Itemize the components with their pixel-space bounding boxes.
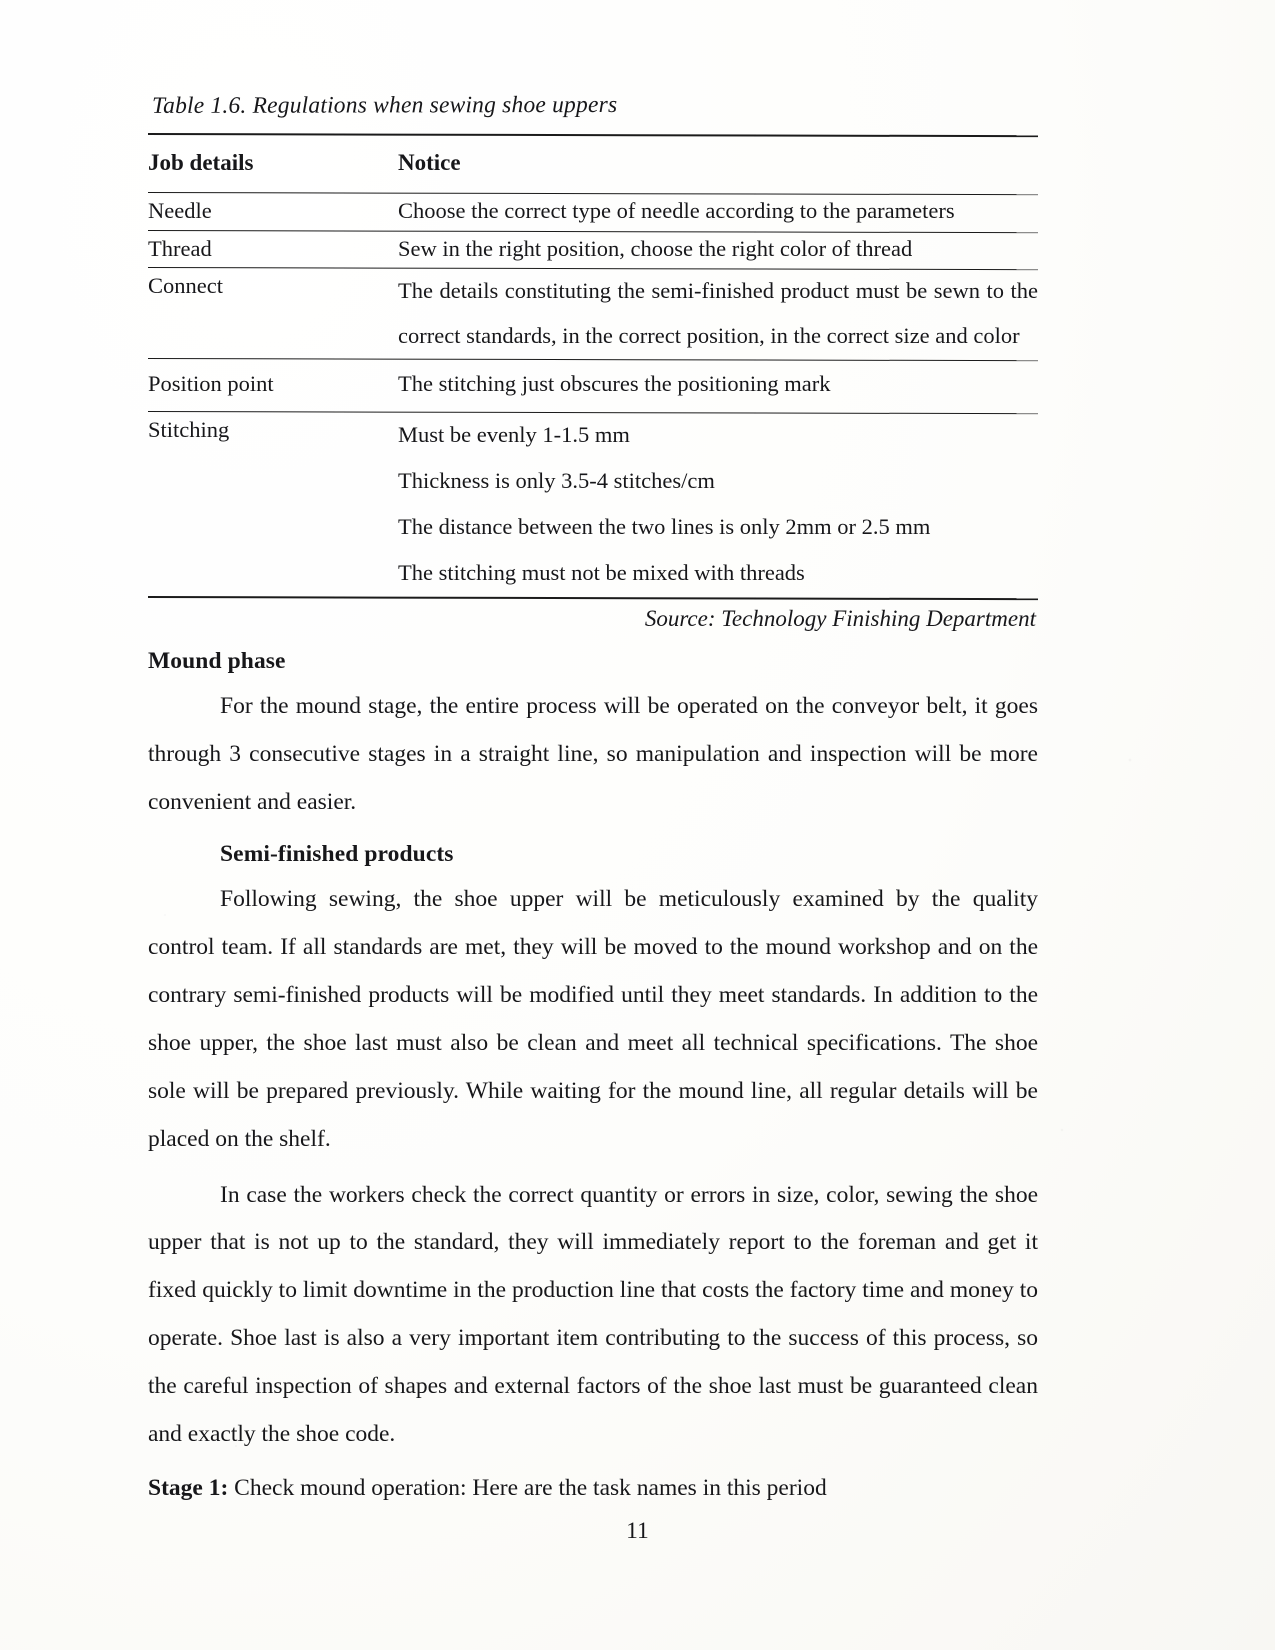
row-notice-needle: Choose the correct type of needle according to the parameters: [398, 198, 955, 224]
row-notice-connect: The details constituting the semi-finished product must be sewn to the correct standards, in the correct position, in the correct size and color: [398, 278, 1038, 349]
row-notice-thread: Sew in the right position, choose the right color of thread: [398, 235, 913, 261]
table-row: [148, 231, 1038, 267]
stitching-notice-line-1: Must be evenly 1-1.5 mm: [398, 421, 630, 447]
regulations-table: [148, 135, 1038, 192]
page-content: [148, 92, 1038, 1512]
row-notice-position-point: The stitching just obscures the positioning mark: [398, 371, 831, 397]
table-row-connect: [148, 268, 1038, 358]
table-row: [148, 412, 1038, 597]
stitching-notice-line-3: The distance between the two lines is only 2mm or 2.5 mm: [398, 513, 931, 539]
row-notice-stitching: [398, 412, 1038, 597]
paragraph-stage-1: [148, 1465, 1038, 1512]
table-row: [148, 359, 1038, 410]
stitching-notice-line-2: Thickness is only 3.5-4 stitches/cm: [398, 467, 715, 493]
paragraph-semi-finished-1: Following sewing, the shoe upper will be meticulously examined by the quality control team. If all standards are met, they will be moved to the mound workshop and on the contrary semi-finished products will be modified until they meet standards. In addition to the shoe upper, the shoe last must also be clean and meet all technical specifications. The shoe sole will be prepared previously. While waiting for the mound line, all regular details will be placed on the shelf.: [148, 885, 1038, 1152]
table-bottom-rule: [148, 596, 1038, 600]
table-caption: Table 1.6. Regulations when sewing shoe uppers: [151, 91, 618, 119]
paragraph-mound-phase: For the mound stage, the entire process will be operated on the conveyor belt, it goes through 3 consecutive stages in a straight line, so manipulation and inspection will be more convenient and easier.: [148, 693, 1038, 815]
stitching-notice-line-4: The stitching must not be mixed with threads: [398, 559, 805, 585]
table-source-note: Source: Technology Finishing Department: [644, 606, 1036, 632]
table-row: [148, 193, 1038, 229]
stage-1-text: Check mound operation: Here are the task names in this period: [228, 1475, 827, 1502]
table-row-stitching: [148, 412, 1038, 597]
page-number: 11: [626, 1518, 649, 1544]
paragraph-semi-finished-2: In case the workers check the correct quantity or errors in size, color, sewing the shoe upper that is not up to the standard, they will immediately report to the foreman and get it fixed quickly to limit downtime in the production line that costs the factory time and money to operate. Shoe last is also a very important item contributing to the success of this process, so the careful inspection of shapes and external factors of the shoe last must be guaranteed clean and exactly the shoe code.: [148, 1181, 1038, 1448]
heading-semi-finished-products: Semi-finished products: [220, 840, 454, 867]
column-header-notice: Notice: [398, 150, 461, 175]
row-label-position-point: Position point: [148, 371, 274, 397]
stage-1-label: Stage 1:: [148, 1475, 229, 1502]
table-row: [148, 268, 1038, 358]
row-label-connect: Connect: [148, 273, 223, 299]
row-label-stitching: Stitching: [148, 416, 230, 442]
row-label-needle: Needle: [148, 198, 212, 224]
row-label-thread: Thread: [148, 235, 212, 261]
table-row-needle: [148, 193, 1038, 229]
table-row-position-point: [148, 359, 1038, 410]
heading-mound-phase: Mound phase: [148, 648, 286, 675]
table-row-thread: [148, 231, 1038, 267]
table-header-row: [148, 135, 1038, 192]
column-header-job-details: Job details: [148, 150, 254, 175]
